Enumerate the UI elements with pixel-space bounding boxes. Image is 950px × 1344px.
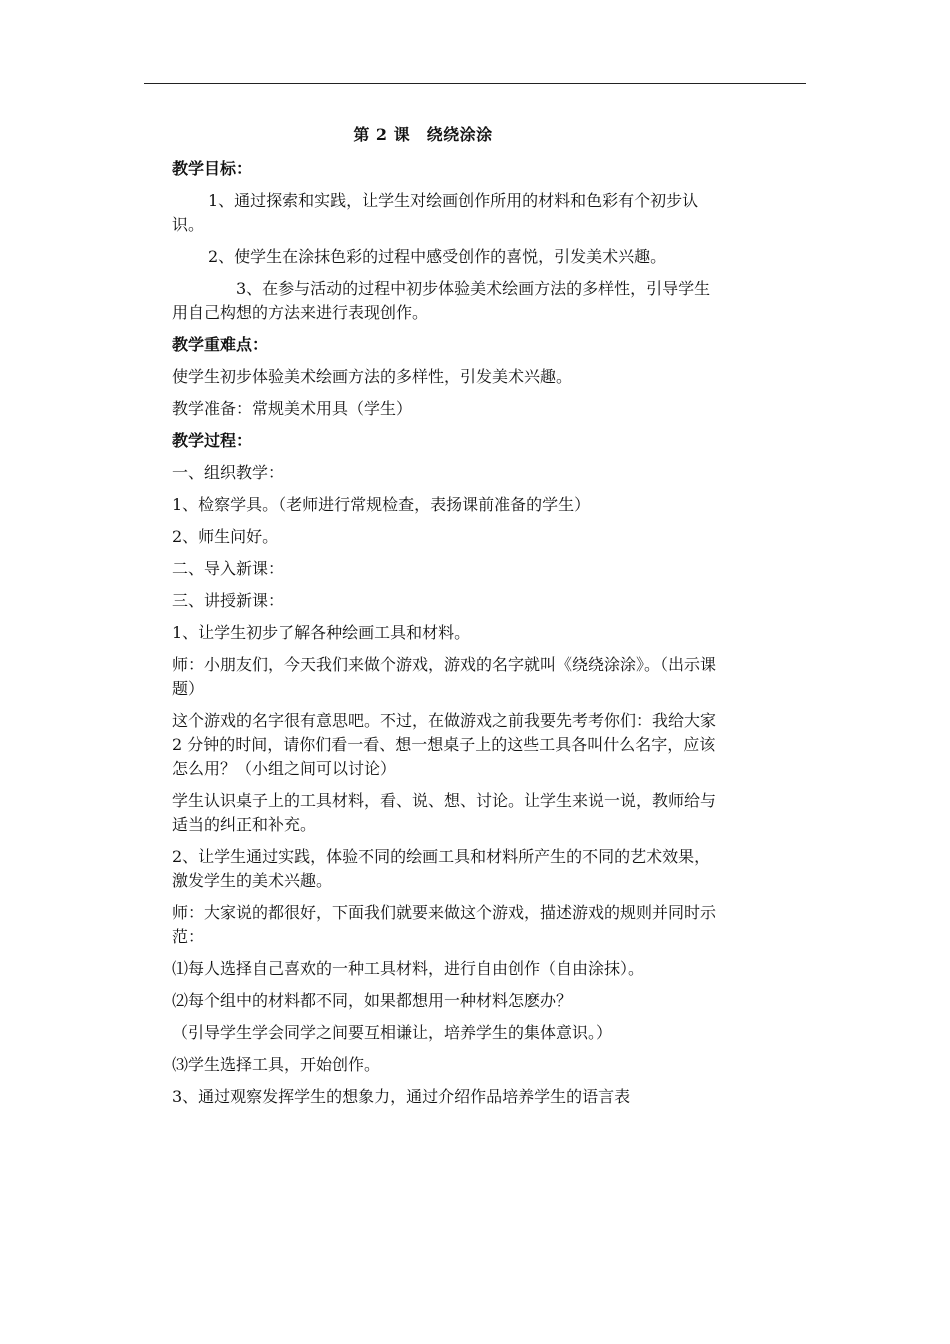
lesson-title: 第 2 课 绕绕涂涂 (353, 125, 493, 144)
process-item: 3、通过观察发挥学生的想象力，通过介绍作品培养学生的语言表 (172, 1087, 631, 1106)
process-item: 师：小朋友们，今天我们来做个游戏，游戏的名字就叫《绕绕涂涂》。（出示课题） (172, 655, 717, 698)
process-item: 师：大家说的都很好，下面我们就要来做这个游戏，描述游戏的规则并同时示范： (172, 903, 717, 946)
process-item: ⑵每个组中的材料都不同，如果都想用一种材料怎麽办？ (172, 991, 573, 1010)
key-points-heading: 教学重难点： (172, 335, 269, 354)
process-item: 2、师生问好。 (172, 527, 279, 546)
process-item: （引导学生学会同学之间要互相谦让，培养学生的集体意识。） (172, 1023, 613, 1042)
process-item: 学生认识桌子上的工具材料，看、说、想、讨论。让学生来说一说，教师给与适当的纠正和补充。 (172, 791, 717, 834)
process-item: 这个游戏的名字很有意思吧。不过，在做游戏之前我要先考考你们：我给大家 2 分钟的时间，请你们看一看、想一想桌子上的这些工具各叫什么名字，应该怎么用？（小组之间可以讨论） (172, 711, 717, 778)
process-item: 1、让学生初步了解各种绘画工具和材料。 (172, 623, 471, 642)
goal-item: 1、通过探索和实践，让学生对绘画创作所用的材料和色彩有个初步认识。 (172, 191, 699, 234)
process-item: 1、检察学具。（老师进行常规检查，表扬课前准备的学生） (172, 495, 591, 514)
process-item: 三、讲授新课： (172, 591, 285, 610)
preparation-text: 教学准备：常规美术用具（学生） (172, 399, 413, 418)
goal-item: 3、在参与活动的过程中初步体验美术绘画方法的多样性，引导学生用自己构想的方法来进行表现创作。 (172, 279, 711, 322)
goals-heading: 教学目标： (172, 159, 253, 178)
process-item: 一、组织教学： (172, 463, 285, 482)
process-heading: 教学过程： (172, 431, 253, 450)
process-item: 二、导入新课： (172, 559, 285, 578)
header-rule (144, 83, 806, 84)
process-item: 2、让学生通过实践，体验不同的绘画工具和材料所产生的不同的艺术效果，激发学生的美术兴趣。 (172, 847, 711, 890)
process-item: ⑶学生选择工具，开始创作。 (172, 1055, 381, 1074)
document-body (172, 122, 722, 1117)
key-points-text: 使学生初步体验美术绘画方法的多样性，引发美术兴趣。 (172, 367, 573, 386)
goal-item: 2、使学生在涂抹色彩的过程中感受创作的喜悦，引发美术兴趣。 (208, 247, 667, 266)
process-item: ⑴每人选择自己喜欢的一种工具材料，进行自由创作（自由涂抹）。 (172, 959, 645, 978)
